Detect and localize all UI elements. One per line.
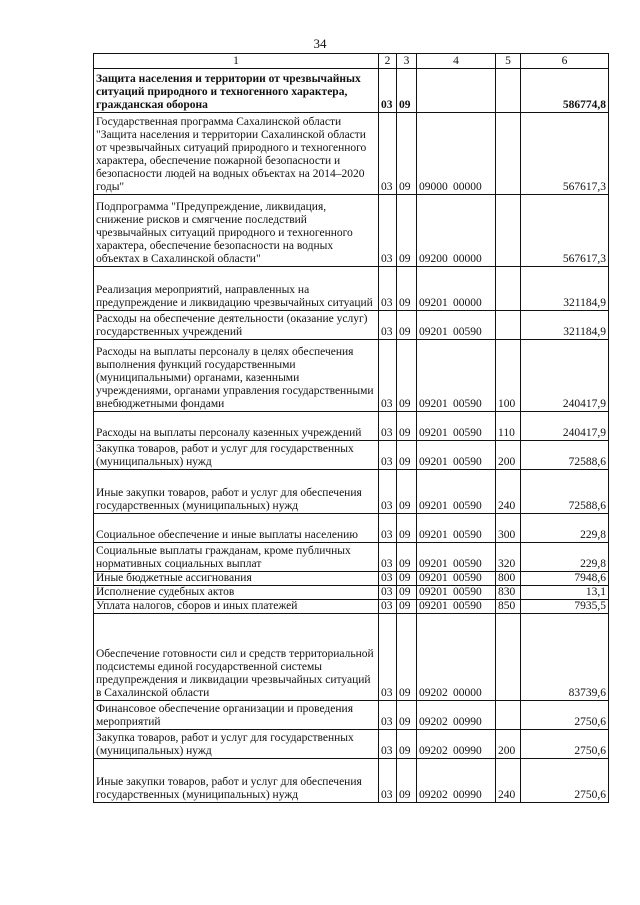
expense-type-code (496, 701, 521, 730)
target-article-code (417, 730, 496, 759)
direction-code: 00000 (453, 253, 482, 265)
program-code: 09201 (419, 500, 448, 512)
section-code: 03 (379, 600, 397, 614)
program-code: 09201 (419, 326, 448, 338)
column-header: 4 (417, 54, 496, 69)
subsection-code: 09 (397, 543, 417, 572)
direction-code: 00590 (453, 529, 482, 541)
section-code: 03 (379, 514, 397, 543)
program-code: 09202 (419, 716, 448, 728)
amount: 567617,3 (521, 195, 609, 267)
direction-code: 00590 (453, 600, 482, 612)
subsection-code: 09 (397, 514, 417, 543)
expense-name: Закупка товаров, работ и услуг для государственных (муниципальных) нужд (94, 441, 379, 470)
target-article-code (417, 195, 496, 267)
table-row (94, 600, 609, 614)
program-code: 09201 (419, 558, 448, 570)
amount: 229,8 (521, 514, 609, 543)
table-row (94, 69, 609, 113)
subsection-code: 09 (397, 267, 417, 311)
amount: 567617,3 (521, 113, 609, 195)
target-article-code (417, 514, 496, 543)
column-header: 6 (521, 54, 609, 69)
program-code: 09201 (419, 398, 448, 410)
expense-name: Расходы на выплаты персоналу казенных учреждений (94, 412, 379, 441)
table-row (94, 759, 609, 803)
target-article-code (417, 759, 496, 803)
target-article-code (417, 267, 496, 311)
expense-type-code: 830 (496, 586, 521, 600)
expense-type-code (496, 311, 521, 340)
amount: 321184,9 (521, 267, 609, 311)
target-article-code (417, 572, 496, 586)
page-number: 34 (313, 36, 327, 51)
section-code: 03 (379, 267, 397, 311)
expense-type-code (496, 614, 521, 701)
subsection-code: 09 (397, 730, 417, 759)
expense-type-code: 240 (496, 759, 521, 803)
subsection-code: 09 (397, 701, 417, 730)
expense-name: Государственная программа Сахалинской области "Защита населения и территории Сахалинской области от чрезвычайных ситуаций природного и техногенного характера, обеспечение пожарной безопасности и безопасности людей на водных объектах на 2014–2020 годы" (94, 113, 379, 195)
table-row (94, 730, 609, 759)
amount: 586774,8 (521, 69, 609, 113)
target-article-code (417, 113, 496, 195)
program-code: 09201 (419, 529, 448, 541)
program-code: 09202 (419, 687, 448, 699)
expense-name: Иные закупки товаров, работ и услуг для обеспечения государственных (муниципальных) нужд (94, 759, 379, 803)
amount: 2750,6 (521, 730, 609, 759)
expense-type-code (496, 113, 521, 195)
subsection-code: 09 (397, 614, 417, 701)
target-article-code (417, 543, 496, 572)
table-row (94, 412, 609, 441)
expense-type-code: 200 (496, 730, 521, 759)
subsection-code: 09 (397, 311, 417, 340)
expense-name: Расходы на выплаты персоналу в целях обеспечения выполнения функций государственными (муниципальными) органами, казенными учреждениями, органами управления государственными внебюджетными фондами (94, 340, 379, 412)
table-row (94, 267, 609, 311)
subsection-code: 09 (397, 340, 417, 412)
subsection-code: 09 (397, 441, 417, 470)
expense-type-code: 320 (496, 543, 521, 572)
direction-code: 00990 (453, 789, 482, 801)
amount: 72588,6 (521, 441, 609, 470)
program-code: 09201 (419, 600, 448, 612)
table-row (94, 572, 609, 586)
expense-name: Обеспечение готовности сил и средств территориальной подсистемы единой государственной системы предупреждения и ликвидации чрезвычайных ситуаций в Сахалинской области (94, 614, 379, 701)
amount: 229,8 (521, 543, 609, 572)
column-header: 3 (397, 54, 417, 69)
expense-name: Иные бюджетные ассигнования (94, 572, 379, 586)
direction-code: 00590 (453, 398, 482, 410)
section-code: 03 (379, 470, 397, 514)
subsection-code: 09 (397, 586, 417, 600)
program-code: 09201 (419, 297, 448, 309)
amount: 13,1 (521, 586, 609, 600)
section-code: 03 (379, 311, 397, 340)
column-header: 1 (94, 54, 379, 69)
program-code: 09000 (419, 181, 448, 193)
program-code: 09201 (419, 427, 448, 439)
table-row (94, 195, 609, 267)
column-header: 2 (379, 54, 397, 69)
target-article-code (417, 311, 496, 340)
expense-type-code (496, 69, 521, 113)
expense-name: Социальное обеспечение и иные выплаты населению (94, 514, 379, 543)
section-code: 03 (379, 701, 397, 730)
expense-name: Социальные выплаты гражданам, кроме публичных нормативных социальных выплат (94, 543, 379, 572)
expense-type-code: 200 (496, 441, 521, 470)
amount: 321184,9 (521, 311, 609, 340)
section-code: 03 (379, 113, 397, 195)
table-header-row (94, 54, 609, 69)
target-article-code (417, 701, 496, 730)
direction-code: 00990 (453, 716, 482, 728)
amount: 7935,5 (521, 600, 609, 614)
target-article-code (417, 600, 496, 614)
table-row (94, 340, 609, 412)
direction-code: 00590 (453, 572, 482, 584)
subsection-code: 09 (397, 113, 417, 195)
table-row (94, 514, 609, 543)
expense-name: Уплата налогов, сборов и иных платежей (94, 600, 379, 614)
amount: 2750,6 (521, 759, 609, 803)
table-row (94, 614, 609, 701)
section-code: 03 (379, 759, 397, 803)
expense-name: Закупка товаров, работ и услуг для государственных (муниципальных) нужд (94, 730, 379, 759)
table-row (94, 113, 609, 195)
table-row (94, 311, 609, 340)
section-code: 03 (379, 586, 397, 600)
direction-code: 00000 (453, 297, 482, 309)
expense-type-code: 800 (496, 572, 521, 586)
subsection-code: 09 (397, 412, 417, 441)
expense-type-code (496, 195, 521, 267)
direction-code: 00590 (453, 500, 482, 512)
direction-code: 00590 (453, 558, 482, 570)
target-article-code (417, 69, 496, 113)
section-code: 03 (379, 543, 397, 572)
section-code: 03 (379, 340, 397, 412)
section-code: 03 (379, 69, 397, 113)
column-header: 5 (496, 54, 521, 69)
subsection-code: 09 (397, 572, 417, 586)
amount: 240417,9 (521, 340, 609, 412)
target-article-code (417, 340, 496, 412)
section-code: 03 (379, 412, 397, 441)
direction-code: 00590 (453, 427, 482, 439)
direction-code: 00590 (453, 456, 482, 468)
subsection-code: 09 (397, 600, 417, 614)
table-row (94, 543, 609, 572)
table-row (94, 470, 609, 514)
program-code: 09202 (419, 745, 448, 757)
expense-type-code: 100 (496, 340, 521, 412)
direction-code: 00990 (453, 745, 482, 757)
section-code: 03 (379, 572, 397, 586)
expense-name: Исполнение судебных актов (94, 586, 379, 600)
amount: 7948,6 (521, 572, 609, 586)
table-row (94, 441, 609, 470)
amount: 240417,9 (521, 412, 609, 441)
program-code: 09200 (419, 253, 448, 265)
expense-type-code: 850 (496, 600, 521, 614)
amount: 2750,6 (521, 701, 609, 730)
subsection-code: 09 (397, 69, 417, 113)
program-code: 09201 (419, 586, 448, 598)
subsection-code: 09 (397, 759, 417, 803)
target-article-code (417, 470, 496, 514)
section-code: 03 (379, 730, 397, 759)
expense-type-code: 300 (496, 514, 521, 543)
direction-code: 00000 (453, 687, 482, 699)
expense-type-code: 110 (496, 412, 521, 441)
target-article-code (417, 586, 496, 600)
program-code: 09202 (419, 789, 448, 801)
subsection-code: 09 (397, 470, 417, 514)
subsection-code: 09 (397, 195, 417, 267)
section-code: 03 (379, 441, 397, 470)
program-code: 09201 (419, 572, 448, 584)
table-row (94, 701, 609, 730)
section-code: 03 (379, 614, 397, 701)
amount: 83739,6 (521, 614, 609, 701)
expense-name: Иные закупки товаров, работ и услуг для обеспечения государственных (муниципальных) нужд (94, 470, 379, 514)
expense-name: Подпрограмма "Предупреждение, ликвидация, снижение рисков и смягчение последствий чрезвычайных ситуаций природного и техногенного характера, обеспечение безопасности на водных объектах в Сахалинской области" (94, 195, 379, 267)
expense-type-code (496, 267, 521, 311)
table-row (94, 586, 609, 600)
direction-code: 00590 (453, 586, 482, 598)
amount: 72588,6 (521, 470, 609, 514)
expense-name: Расходы на обеспечение деятельности (оказание услуг) государственных учреждений (94, 311, 379, 340)
section-code: 03 (379, 195, 397, 267)
expense-name: Защита населения и территории от чрезвычайных ситуаций природного и техногенного характера, гражданская оборона (94, 69, 379, 113)
direction-code: 00590 (453, 326, 482, 338)
direction-code: 00000 (453, 181, 482, 193)
target-article-code (417, 614, 496, 701)
target-article-code (417, 412, 496, 441)
program-code: 09201 (419, 456, 448, 468)
expense-type-code: 240 (496, 470, 521, 514)
expense-name: Реализация мероприятий, направленных на предупреждение и ликвидацию чрезвычайных ситуаций (94, 267, 379, 311)
target-article-code (417, 441, 496, 470)
expense-name: Финансовое обеспечение организации и проведения мероприятий (94, 701, 379, 730)
budget-table (93, 53, 609, 803)
